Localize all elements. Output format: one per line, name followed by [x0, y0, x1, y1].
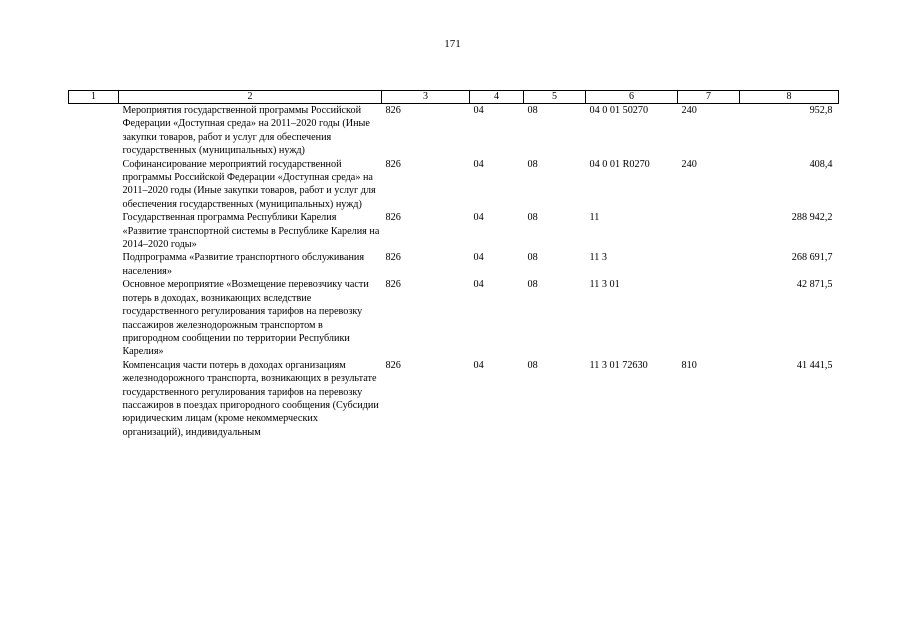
row-subsection: 08	[527, 359, 538, 371]
row-name: Мероприятия государственной программы Российской Федерации «Доступная среда» на 2011–2020 годы (Иные закупки товаров, работ и услуг для обеспечения государственных (муниципальных) нужд)	[122, 105, 370, 157]
row-expense-type	[678, 278, 740, 358]
row-name: Софинансирование мероприятий государственной программы Российской Федерации «Доступная среда» на 2011–2020 годы (Иные закупки товаров, работ и услуг для обеспечения государственных (муниципальных) нужд)	[122, 158, 376, 210]
row-cell-blank	[69, 211, 119, 251]
row-name: Государственная программа Республики Карелия «Развитие транспортной системы в Республике Карелия на 2014–2020 годы»	[122, 212, 380, 251]
header-row	[69, 91, 839, 104]
header-cell-6: 6	[586, 91, 678, 104]
header-cell-7: 7	[678, 91, 740, 104]
row-section: 04	[473, 279, 484, 291]
row-subsection: 08	[527, 252, 538, 264]
row-amount: 268 691,7	[791, 252, 833, 264]
row-ministry-code: 826	[385, 252, 401, 264]
row-target-article: 04 0 01 R0270	[589, 158, 650, 170]
row-name: Подпрограмма «Развитие транспортного обслуживания населения»	[122, 252, 365, 277]
row-ministry-code: 826	[385, 359, 401, 371]
row-expense-type	[678, 251, 740, 278]
row-target-article: 11 3	[589, 252, 607, 264]
row-section: 04	[473, 252, 484, 264]
row-amount: 288 942,2	[791, 212, 833, 224]
row-target-article: 11	[589, 212, 600, 224]
row-expense-type: 240	[681, 105, 697, 116]
row-cell-blank	[69, 278, 119, 358]
row-section: 04	[473, 158, 484, 170]
row-expense-type	[678, 211, 740, 251]
row-section: 04	[473, 212, 484, 224]
table-row	[69, 211, 839, 251]
row-expense-type: 810	[681, 359, 697, 371]
row-amount: 408,4	[809, 158, 833, 170]
table-body	[69, 104, 839, 440]
table-header	[69, 91, 839, 104]
row-subsection: 08	[527, 279, 538, 291]
header-cell-8: 8	[740, 91, 839, 104]
header-cell-5: 5	[524, 91, 586, 104]
row-cell-blank	[69, 158, 119, 212]
row-ministry-code: 826	[385, 212, 401, 224]
table-row	[69, 104, 839, 158]
row-ministry-code: 826	[385, 105, 401, 116]
row-subsection: 08	[527, 212, 538, 224]
row-ministry-code: 826	[385, 279, 401, 291]
row-section: 04	[473, 105, 484, 116]
row-amount: 42 871,5	[796, 279, 833, 291]
row-name: Компенсация части потерь в доходах организациям железнодорожного транспорта, возникающих в результате государственного регулирования тарифов на перевозку пассажиров в поездах пригородного сообщения (Субсидии юридическим лицам (кроме некоммерческих организаций), индивидуальным	[122, 359, 379, 438]
row-target-article: 04 0 01 50270	[589, 105, 649, 116]
table-row	[69, 359, 839, 439]
row-cell-blank	[69, 104, 119, 158]
row-name: Основное мероприятие «Возмещение перевозчику части потерь в доходах, возникающих вследствие государственного регулирования тарифов на перевозку пассажиров железнодорожным транспортом в пригородном сообщении по территории Республики Карелия»	[122, 279, 369, 358]
row-target-article: 11 3 01	[589, 279, 620, 291]
row-amount: 952,8	[809, 105, 833, 116]
page-number: 171	[444, 38, 461, 50]
row-cell-blank	[69, 359, 119, 439]
row-section: 04	[473, 359, 484, 371]
header-cell-1: 1	[69, 91, 119, 104]
row-expense-type: 240	[681, 158, 697, 170]
row-subsection: 08	[527, 105, 538, 116]
header-cell-4: 4	[470, 91, 524, 104]
budget-table-wrapper	[68, 90, 838, 439]
row-target-article: 11 3 01 72630	[589, 359, 648, 371]
header-cell-3: 3	[382, 91, 470, 104]
table-row	[69, 278, 839, 358]
row-subsection: 08	[527, 158, 538, 170]
table-row	[69, 251, 839, 278]
header-cell-2: 2	[119, 91, 382, 104]
row-amount: 41 441,5	[796, 359, 833, 371]
row-ministry-code: 826	[385, 158, 401, 170]
budget-table	[68, 90, 839, 439]
table-row	[69, 158, 839, 212]
row-cell-blank	[69, 251, 119, 278]
